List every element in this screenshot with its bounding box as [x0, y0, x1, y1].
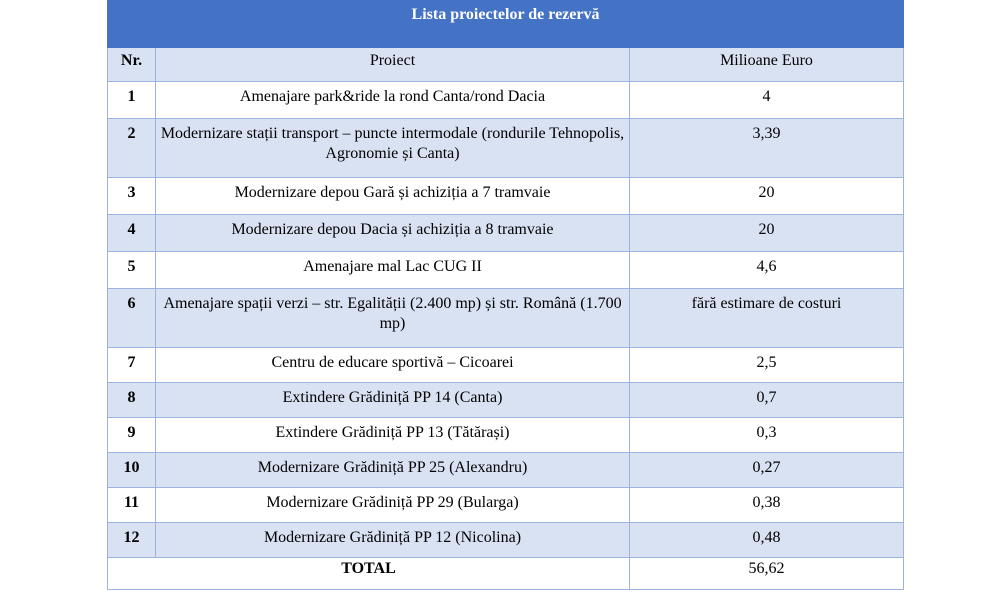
row-value: 3,39 — [630, 119, 904, 178]
row-value: 0,27 — [630, 453, 904, 488]
row-project: Modernizare stații transport – puncte intermodale (rondurile Tehnopolis, Agronomie și Canta) — [156, 119, 630, 178]
row-value: 20 — [630, 178, 904, 215]
row-nr: 6 — [108, 289, 156, 348]
row-project: Amenajare park&ride la rond Canta/rond Dacia — [156, 82, 630, 119]
row-nr: 5 — [108, 252, 156, 289]
row-project: Modernizare Grădiniță PP 25 (Alexandru) — [156, 453, 630, 488]
header-nr: Nr. — [108, 48, 156, 82]
row-value: 0,48 — [630, 523, 904, 558]
table-row — [108, 178, 904, 215]
row-project: Modernizare Grădiniță PP 12 (Nicolina) — [156, 523, 630, 558]
total-value: 56,62 — [630, 558, 904, 590]
row-nr: 11 — [108, 488, 156, 523]
row-nr: 8 — [108, 383, 156, 418]
row-value: 2,5 — [630, 348, 904, 383]
row-project: Modernizare depou Dacia și achiziția a 8 tramvaie — [156, 215, 630, 252]
row-project: Modernizare depou Gară și achiziția a 7 tramvaie — [156, 178, 630, 215]
row-nr: 4 — [108, 215, 156, 252]
row-value: 0,38 — [630, 488, 904, 523]
row-nr: 9 — [108, 418, 156, 453]
row-project: Amenajare spații verzi – str. Egalității (2.400 mp) și str. Română (1.700 mp) — [156, 289, 630, 348]
projects-table-container — [107, 0, 903, 590]
row-nr: 2 — [108, 119, 156, 178]
table-header-row — [108, 48, 904, 82]
table-row — [108, 348, 904, 383]
row-nr: 1 — [108, 82, 156, 119]
row-project: Centru de educare sportivă – Cicoarei — [156, 348, 630, 383]
row-value: 20 — [630, 215, 904, 252]
row-value: fără estimare de costuri — [630, 289, 904, 348]
row-value: 4,6 — [630, 252, 904, 289]
reserve-projects-table — [107, 0, 904, 590]
table-total-row — [108, 558, 904, 590]
table-row — [108, 82, 904, 119]
table-row — [108, 453, 904, 488]
table-title-row — [108, 1, 904, 48]
table-row — [108, 252, 904, 289]
row-nr: 10 — [108, 453, 156, 488]
table-row — [108, 523, 904, 558]
row-value: 4 — [630, 82, 904, 119]
total-label: TOTAL — [108, 558, 630, 590]
header-project: Proiect — [156, 48, 630, 82]
table-row — [108, 488, 904, 523]
row-value: 0,3 — [630, 418, 904, 453]
table-row — [108, 418, 904, 453]
table-row — [108, 383, 904, 418]
row-value: 0,7 — [630, 383, 904, 418]
table-row — [108, 215, 904, 252]
row-nr: 3 — [108, 178, 156, 215]
row-project: Amenajare mal Lac CUG II — [156, 252, 630, 289]
row-nr: 12 — [108, 523, 156, 558]
table-row — [108, 119, 904, 178]
row-nr: 7 — [108, 348, 156, 383]
row-project: Extindere Grădiniță PP 14 (Canta) — [156, 383, 630, 418]
row-project: Extindere Grădiniță PP 13 (Tătărași) — [156, 418, 630, 453]
table-title: Lista proiectelor de rezervă — [108, 1, 904, 48]
table-row — [108, 289, 904, 348]
row-project: Modernizare Grădiniță PP 29 (Bularga) — [156, 488, 630, 523]
header-value: Milioane Euro — [630, 48, 904, 82]
